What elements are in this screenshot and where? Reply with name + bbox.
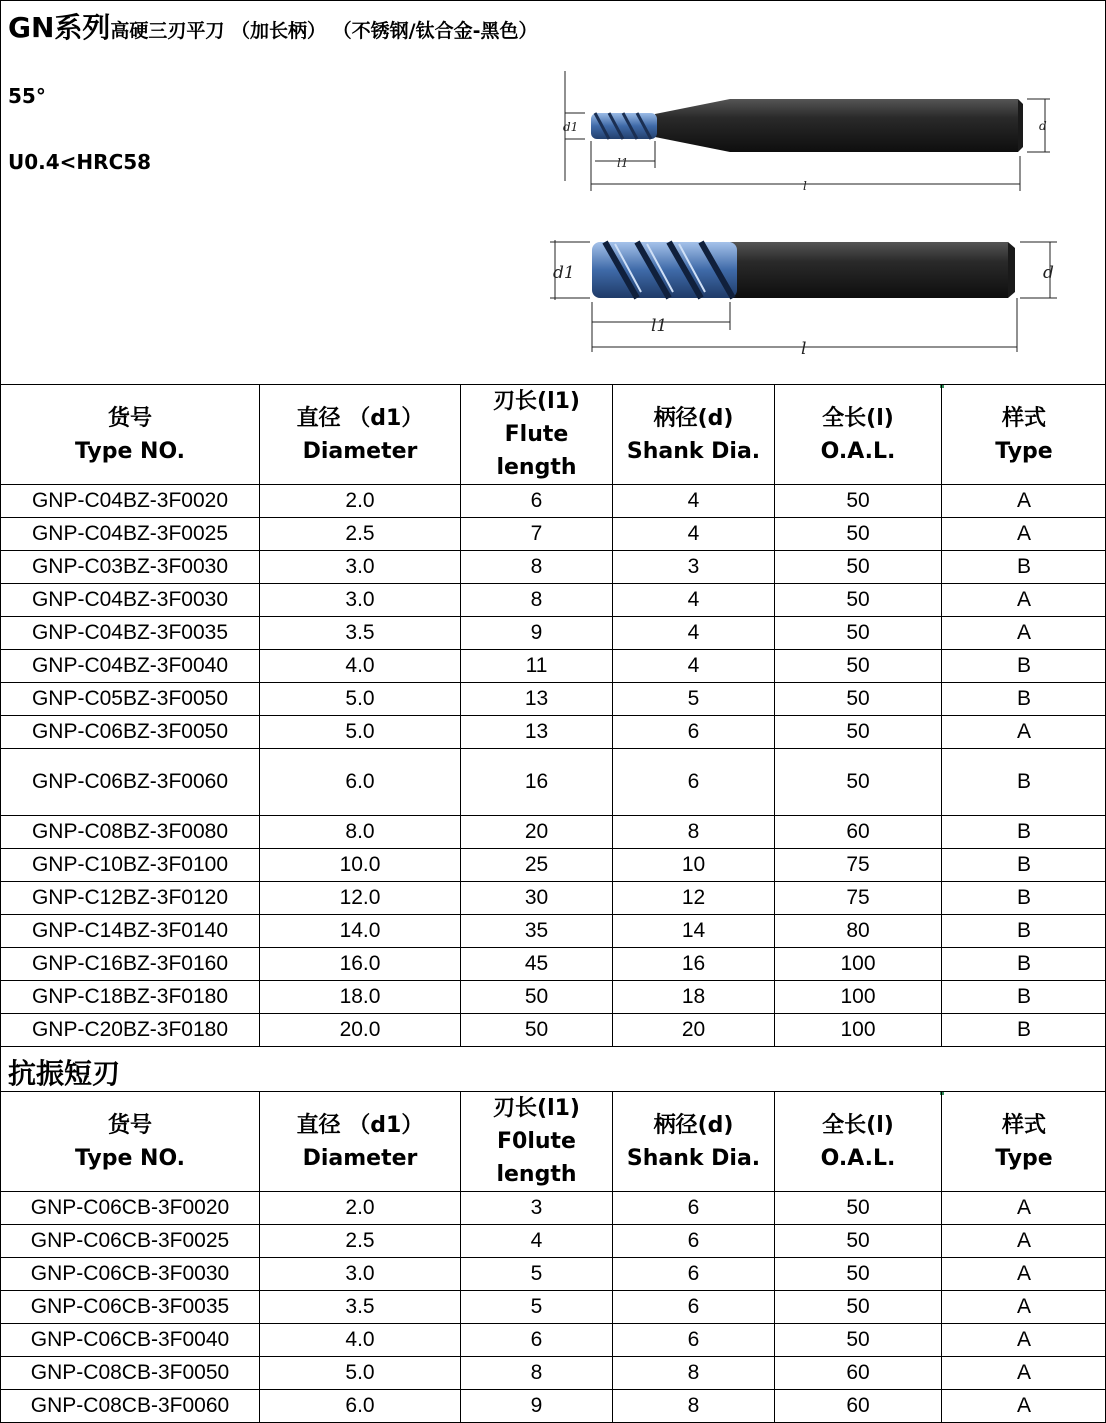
cell-type-no: GNP-C04BZ-3F0040 xyxy=(1,650,260,683)
cell-oal: 100 xyxy=(775,948,942,981)
cell-flute-length: 7 xyxy=(461,518,613,551)
cell-type-no: GNP-C05BZ-3F0050 xyxy=(1,683,260,716)
cell-shank-dia: 6 xyxy=(613,1192,775,1225)
cell-shank-dia: 8 xyxy=(613,1390,775,1423)
cell-type-no: GNP-C06CB-3F0030 xyxy=(1,1258,260,1291)
cell-style-type: B xyxy=(942,551,1106,584)
cell-oal: 50 xyxy=(775,1258,942,1291)
cell-diameter: 5.0 xyxy=(260,1357,461,1390)
cell-style-type: A xyxy=(942,1192,1106,1225)
cell-style-type: A xyxy=(942,1291,1106,1324)
cell-style-type: B xyxy=(942,882,1106,915)
cell-type-no: GNP-C10BZ-3F0100 xyxy=(1,849,260,882)
cell-flute-length: 9 xyxy=(461,1390,613,1423)
cell-type-no: GNP-C18BZ-3F0180 xyxy=(1,981,260,1014)
cell-shank-dia: 4 xyxy=(613,584,775,617)
cell-oal: 50 xyxy=(775,683,942,716)
cell-oal: 50 xyxy=(775,1192,942,1225)
cell-oal: 50 xyxy=(775,1291,942,1324)
table-row xyxy=(1,1225,1106,1258)
cell-type-no: GNP-C06BZ-3F0060 xyxy=(1,749,260,816)
cell-style-type: A xyxy=(942,1390,1106,1423)
cell-style-type: A xyxy=(942,518,1106,551)
header-flute-length: 刃长(l1) Flute length xyxy=(461,385,613,485)
cell-diameter: 2.5 xyxy=(260,1225,461,1258)
cell-type-no: GNP-C14BZ-3F0140 xyxy=(1,915,260,948)
cell-oal: 50 xyxy=(775,617,942,650)
cell-style-type: A xyxy=(942,1324,1106,1357)
type-b-d-label: d xyxy=(1043,263,1054,283)
cell-diameter: 2.5 xyxy=(260,518,461,551)
type-b-flutes xyxy=(592,242,737,298)
cell-flute-length: 3 xyxy=(461,1192,613,1225)
cell-type-no: GNP-C12BZ-3F0120 xyxy=(1,882,260,915)
cell-type-no: GNP-C04BZ-3F0020 xyxy=(1,485,260,518)
table-row xyxy=(1,1390,1106,1423)
cell-style-type: B xyxy=(942,749,1106,816)
cell-diameter: 2.0 xyxy=(260,485,461,518)
cell-oal: 50 xyxy=(775,551,942,584)
cell-oal: 100 xyxy=(775,1014,942,1047)
cell-diameter: 3.5 xyxy=(260,1291,461,1324)
cell-flute-length: 6 xyxy=(461,1324,613,1357)
cell-oal: 75 xyxy=(775,849,942,882)
cell-flute-length: 13 xyxy=(461,683,613,716)
cell-shank-dia: 6 xyxy=(613,1225,775,1258)
cell-shank-dia: 3 xyxy=(613,551,775,584)
header-type-no: 货号 Type NO. xyxy=(1,385,260,485)
cell-diameter: 16.0 xyxy=(260,948,461,981)
cell-shank-dia: 14 xyxy=(613,915,775,948)
cell-shank-dia: 6 xyxy=(613,1258,775,1291)
header-diameter: 直径 （d1） Diameter xyxy=(260,385,461,485)
cell-style-type: A xyxy=(942,1225,1106,1258)
cell-diameter: 4.0 xyxy=(260,1324,461,1357)
hardness-rating: U0.4<HRC58 xyxy=(8,150,152,174)
cell-diameter: 2.0 xyxy=(260,1192,461,1225)
table-header-row xyxy=(1,1092,1106,1192)
cell-oal: 50 xyxy=(775,1225,942,1258)
cell-style-type: B xyxy=(942,849,1106,882)
cell-flute-length: 9 xyxy=(461,617,613,650)
section-title-anti-vibration: 抗振短刃 xyxy=(8,1057,121,1090)
cell-diameter: 6.0 xyxy=(260,749,461,816)
cell-shank-dia: 6 xyxy=(613,749,775,816)
cell-flute-length: 16 xyxy=(461,749,613,816)
table-row xyxy=(1,816,1106,849)
table-row xyxy=(1,683,1106,716)
table-row xyxy=(1,1357,1106,1390)
cell-type-no: GNP-C03BZ-3F0030 xyxy=(1,551,260,584)
cell-oal: 100 xyxy=(775,981,942,1014)
cell-type-no: GNP-C08CB-3F0050 xyxy=(1,1357,260,1390)
cell-flute-length: 5 xyxy=(461,1291,613,1324)
cell-shank-dia: 8 xyxy=(613,1357,775,1390)
cell-style-type: B xyxy=(942,981,1106,1014)
extended-shank-spec-table xyxy=(0,384,1106,1047)
table-row xyxy=(1,981,1106,1014)
table-row xyxy=(1,485,1106,518)
table-row xyxy=(1,518,1106,551)
header-diameter: 直径 （d1） Diameter xyxy=(260,1092,461,1192)
cell-diameter: 3.5 xyxy=(260,617,461,650)
cell-diameter: 18.0 xyxy=(260,981,461,1014)
cell-flute-length: 30 xyxy=(461,882,613,915)
type-a-d1-label: d1 xyxy=(563,120,579,134)
cell-oal: 50 xyxy=(775,518,942,551)
cell-style-type: A xyxy=(942,1258,1106,1291)
cell-diameter: 12.0 xyxy=(260,882,461,915)
cell-flute-length: 8 xyxy=(461,584,613,617)
cell-shank-dia: 20 xyxy=(613,1014,775,1047)
type-a-d-label: d xyxy=(1039,119,1047,133)
cell-shank-dia: 6 xyxy=(613,1324,775,1357)
header-shank-dia: 柄径(d) Shank Dia. xyxy=(613,1092,775,1192)
cell-oal: 50 xyxy=(775,650,942,683)
cell-shank-dia: 6 xyxy=(613,1291,775,1324)
cell-shank-dia: 8 xyxy=(613,816,775,849)
cell-shank-dia: 4 xyxy=(613,485,775,518)
series-name: GN系列 xyxy=(8,11,111,44)
cell-style-type: A xyxy=(942,617,1106,650)
type-a-flutes xyxy=(591,113,657,139)
product-header xyxy=(0,0,1106,384)
cell-style-type: A xyxy=(942,1357,1106,1390)
table-row xyxy=(1,849,1106,882)
cell-type-no: GNP-C08CB-3F0060 xyxy=(1,1390,260,1423)
type-b-l-label: l xyxy=(801,339,807,359)
cell-style-type: B xyxy=(942,683,1106,716)
table-row xyxy=(1,1291,1106,1324)
type-b-d1-label: d1 xyxy=(553,263,575,283)
cell-flute-length: 6 xyxy=(461,485,613,518)
cell-shank-dia: 16 xyxy=(613,948,775,981)
table-row xyxy=(1,716,1106,749)
cell-flute-length: 8 xyxy=(461,1357,613,1390)
helix-angle: 55° xyxy=(8,84,46,108)
cell-diameter: 8.0 xyxy=(260,816,461,849)
cell-style-type: A xyxy=(942,716,1106,749)
cell-type-no: GNP-C06CB-3F0040 xyxy=(1,1324,260,1357)
cell-flute-length: 50 xyxy=(461,1014,613,1047)
table-row xyxy=(1,1324,1106,1357)
cell-style-type: B xyxy=(942,650,1106,683)
cell-style-type: B xyxy=(942,816,1106,849)
cell-shank-dia: 4 xyxy=(613,518,775,551)
header-style-type: 样式 Type xyxy=(942,1092,1106,1192)
cell-oal: 60 xyxy=(775,1390,942,1423)
cell-flute-length: 13 xyxy=(461,716,613,749)
cell-oal: 50 xyxy=(775,1324,942,1357)
cell-type-no: GNP-C06CB-3F0035 xyxy=(1,1291,260,1324)
cell-oal: 80 xyxy=(775,915,942,948)
cell-flute-length: 35 xyxy=(461,915,613,948)
type-a-tool-drawing xyxy=(555,66,1055,196)
cell-flute-length: 5 xyxy=(461,1258,613,1291)
header-style-type: 样式 Type xyxy=(942,385,1106,485)
cell-flute-length: 11 xyxy=(461,650,613,683)
cell-shank-dia: 6 xyxy=(613,716,775,749)
cell-flute-length: 45 xyxy=(461,948,613,981)
table-row xyxy=(1,1258,1106,1291)
cell-flute-length: 4 xyxy=(461,1225,613,1258)
cell-type-no: GNP-C04BZ-3F0030 xyxy=(1,584,260,617)
product-title xyxy=(8,6,537,46)
cell-style-type: B xyxy=(942,1014,1106,1047)
cell-shank-dia: 12 xyxy=(613,882,775,915)
table-row xyxy=(1,650,1106,683)
cell-type-no: GNP-C20BZ-3F0180 xyxy=(1,1014,260,1047)
cell-diameter: 10.0 xyxy=(260,849,461,882)
cell-shank-dia: 4 xyxy=(613,617,775,650)
cell-type-no: GNP-C06CB-3F0025 xyxy=(1,1225,260,1258)
cell-style-type: B xyxy=(942,915,1106,948)
type-a-l1-label: l1 xyxy=(617,156,629,170)
table-row xyxy=(1,1192,1106,1225)
cell-diameter: 3.0 xyxy=(260,1258,461,1291)
table-row xyxy=(1,551,1106,584)
table-row xyxy=(1,915,1106,948)
cell-type-no: GNP-C06CB-3F0020 xyxy=(1,1192,260,1225)
cell-flute-length: 25 xyxy=(461,849,613,882)
cell-shank-dia: 18 xyxy=(613,981,775,1014)
type-a-l-label: l xyxy=(803,179,807,193)
cell-flute-length: 8 xyxy=(461,551,613,584)
cell-oal: 60 xyxy=(775,816,942,849)
cell-type-no: GNP-C08BZ-3F0080 xyxy=(1,816,260,849)
cell-oal: 50 xyxy=(775,584,942,617)
cell-type-no: GNP-C04BZ-3F0035 xyxy=(1,617,260,650)
cell-diameter: 20.0 xyxy=(260,1014,461,1047)
cell-type-no: GNP-C16BZ-3F0160 xyxy=(1,948,260,981)
cell-shank-dia: 10 xyxy=(613,849,775,882)
cell-style-type: A xyxy=(942,485,1106,518)
cell-diameter: 3.0 xyxy=(260,584,461,617)
cell-flute-length: 20 xyxy=(461,816,613,849)
cell-style-type: B xyxy=(942,948,1106,981)
cell-style-type: A xyxy=(942,584,1106,617)
cell-flute-length: 50 xyxy=(461,981,613,1014)
cell-oal: 50 xyxy=(775,749,942,816)
type-b-l1-label: l1 xyxy=(651,316,668,336)
cell-diameter: 14.0 xyxy=(260,915,461,948)
cell-shank-dia: 4 xyxy=(613,650,775,683)
cell-oal: 50 xyxy=(775,716,942,749)
table-row xyxy=(1,617,1106,650)
table-row xyxy=(1,749,1106,816)
table-row xyxy=(1,584,1106,617)
header-flute-length: 刃长(l1) F0lute length xyxy=(461,1092,613,1192)
table-header-row xyxy=(1,385,1106,485)
cell-diameter: 5.0 xyxy=(260,716,461,749)
header-oal: 全长(l) O.A.L. xyxy=(775,385,942,485)
table-row xyxy=(1,1014,1106,1047)
header-oal: 全长(l) O.A.L. xyxy=(775,1092,942,1192)
cell-diameter: 6.0 xyxy=(260,1390,461,1423)
cell-type-no: GNP-C04BZ-3F0025 xyxy=(1,518,260,551)
type-b-tool-drawing xyxy=(545,232,1065,367)
cell-oal: 50 xyxy=(775,485,942,518)
cell-oal: 75 xyxy=(775,882,942,915)
cell-type-no: GNP-C06BZ-3F0050 xyxy=(1,716,260,749)
cell-diameter: 5.0 xyxy=(260,683,461,716)
table-row xyxy=(1,882,1106,915)
series-description: 高硬三刃平刀 （加长柄） （不锈钢/钛合金-黑色） xyxy=(110,20,538,42)
header-shank-dia: 柄径(d) Shank Dia. xyxy=(613,385,775,485)
cell-shank-dia: 5 xyxy=(613,683,775,716)
table-row xyxy=(1,948,1106,981)
cell-diameter: 3.0 xyxy=(260,551,461,584)
cell-oal: 60 xyxy=(775,1357,942,1390)
header-type-no: 货号 Type NO. xyxy=(1,1092,260,1192)
cell-diameter: 4.0 xyxy=(260,650,461,683)
anti-vibration-spec-table xyxy=(0,1091,1106,1423)
